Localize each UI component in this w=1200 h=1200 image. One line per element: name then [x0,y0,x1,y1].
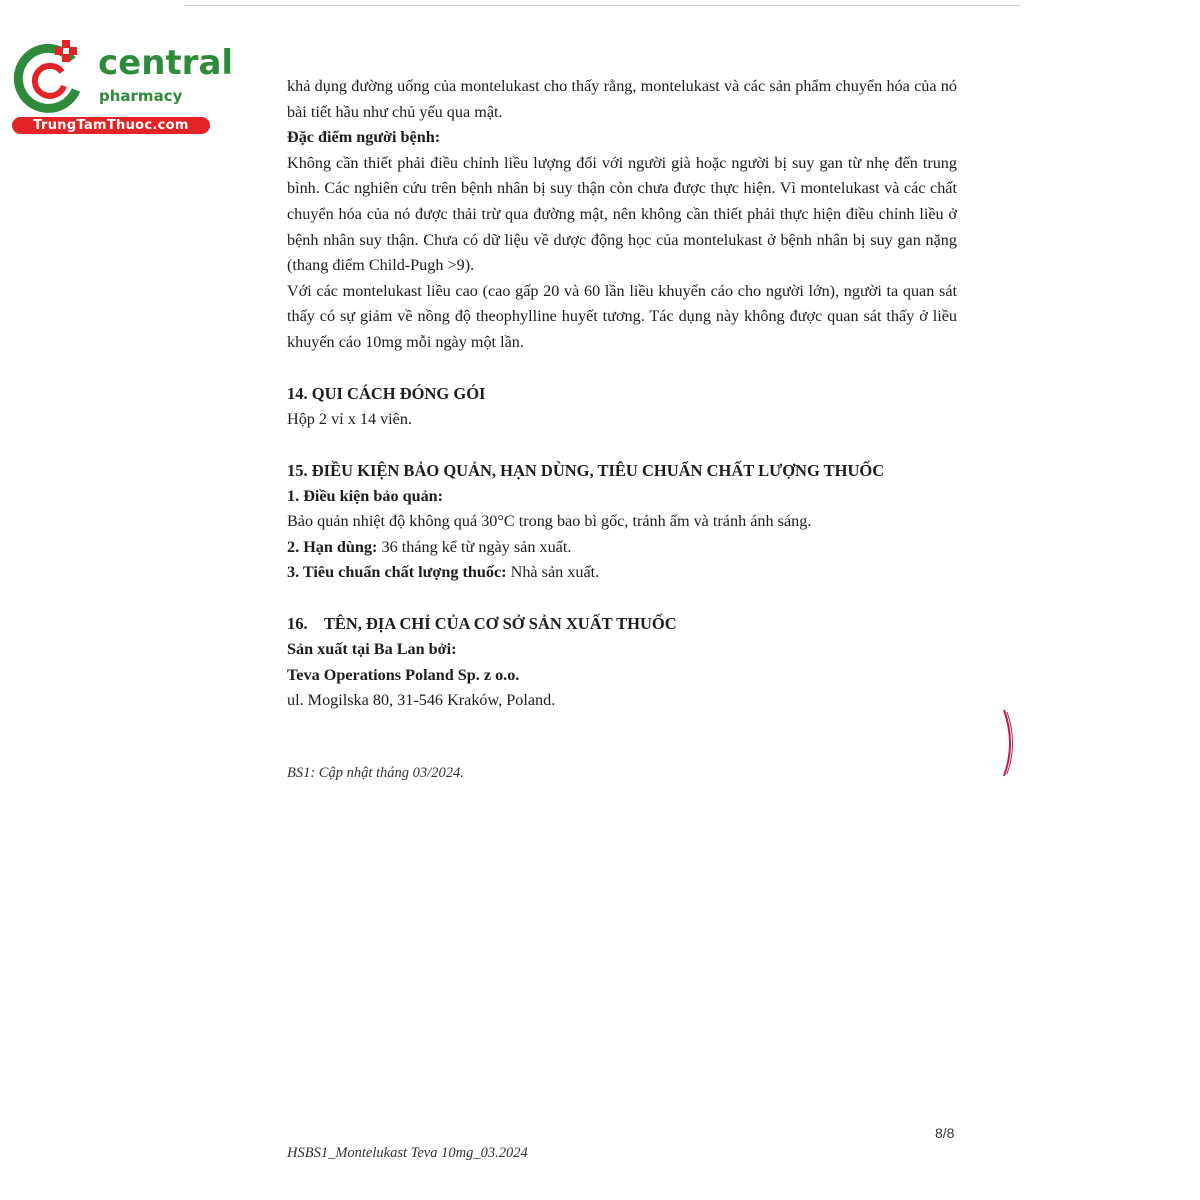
quality-text: Nhà sản xuất. [506,563,600,582]
patient-characteristics-heading: Đặc điểm người bệnh: [287,128,441,147]
paragraph-dose-adjustment: Không cần thiết phải điều chỉnh liều lượng đối với người già hoặc người bị suy gan từ nhẹ đến trung bình. Các nghiên cứu trên bệnh nhân bị suy thận còn chưa được thực hiện. Vì montelukast và các chất chuyển hóa của nó được thải trừ qua đường mật, nên không cần thiết phải thực hiện điều chỉnh liều ở bệnh nhân suy thận. Chưa có dữ liệu về dược động học của montelukast ở bệnh nhân bị suy gan nặng (thang điểm Child-Pugh >9). [287,153,957,275]
quality-line [287,560,957,586]
storage-label: 1. Điều kiện bảo quản: [287,486,444,505]
section-14-text: Hộp 2 vỉ x 14 viên. [287,409,412,428]
paragraph-theophylline: Với các montelukast liều cao (cao gấp 20 và 60 lần liều khuyến cáo cho người lớn), người ta quan sát thấy có sự giảm về nồng độ theophylline huyết tương. Tác dụng này không được quan sát thấy ở liều khuyến cáo 10mg mỗi ngày một lần. [287,281,957,351]
central-pharmacy-logo [10,38,234,138]
logo-subtitle: pharmacy [99,87,183,105]
page-number: 8/8 [935,1125,955,1141]
pharmacy-cross-icon [10,38,96,116]
section-16-title: 16. TÊN, ĐỊA CHỈ CỦA CƠ SỞ SẢN XUẤT THUỐC [287,614,677,634]
section-14-title: 14. QUI CÁCH ĐÓNG GÓI [287,384,486,404]
update-note: BS1: Cập nhật tháng 03/2024. [287,765,464,781]
section-15-title: 15. ĐIỀU KIỆN BẢO QUẢN, HẠN DÙNG, TIÊU CHUẨN CHẤT LƯỢNG THUỐC [287,460,885,480]
stamp-edge-mark [1000,708,1020,778]
expiry-label: 2. Hạn dùng: [287,537,378,556]
manufacturer-address: ul. Mogilska 80, 31-546 Kraków, Poland. [287,691,556,710]
made-in-label: Sản xuất tại Ba Lan bởi: [287,640,457,659]
expiry-line [287,535,957,561]
logo-brand: central [98,43,234,83]
document-body [287,74,957,714]
document-footer: HSBS1_Montelukast Teva 10mg_03.2024 [287,1145,528,1161]
logo-website-banner: TrungTamThuoc.com [12,117,210,134]
top-rule [185,5,1020,6]
storage-text: Bảo quản nhiệt độ không quá 30°C trong bao bì gốc, tránh ẩm và tránh ánh sáng. [287,512,812,531]
paragraph-bioavailability: khả dụng đường uống của montelukast cho thấy rằng, montelukast và các sản phẩm chuyển hóa của nó bài tiết hầu như chủ yếu qua mật. [287,77,957,121]
manufacturer-name: Teva Operations Poland Sp. z o.o. [287,665,520,684]
quality-label: 3. Tiêu chuẩn chất lượng thuốc: [287,563,507,582]
expiry-text: 36 tháng kể từ ngày sản xuất. [377,537,572,556]
